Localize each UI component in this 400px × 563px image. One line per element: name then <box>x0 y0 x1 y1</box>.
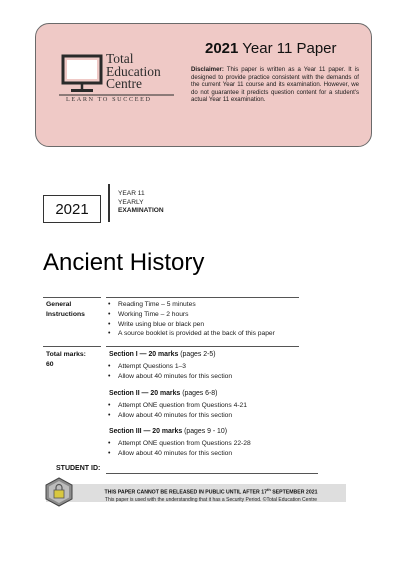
paper-year: 2021 <box>205 40 239 57</box>
disclaimer-label: Disclaimer: <box>191 66 224 73</box>
list-item-text: A source booklet is provided at the back of this paper <box>118 330 275 338</box>
logo-line-2: Education <box>106 63 161 79</box>
section-1-pages: (pages 2-5) <box>180 351 216 358</box>
section-3-dash: — <box>141 428 153 435</box>
security-lock-icon <box>44 477 74 507</box>
footer-security-notice: This paper is used with the understanding that it has a Security Period. ©Total Education Centre <box>104 496 318 503</box>
exam-info-line3: EXAMINATION <box>118 207 164 215</box>
subject-title: Ancient History <box>43 249 205 276</box>
logo-tagline: LEARN TO SUCCEED <box>66 96 152 103</box>
section-2-name: Section II <box>109 390 140 397</box>
list-item <box>108 362 232 372</box>
list-item-text: Working Time – 2 hours <box>118 310 189 318</box>
section-1-name: Section I <box>109 351 138 358</box>
section-3-heading <box>109 428 227 435</box>
section-2-marks: 20 marks <box>150 390 181 397</box>
section-3-marks: 20 marks <box>152 428 183 435</box>
general-instructions-label-line2: Instructions <box>46 311 85 318</box>
bullet-icon: • <box>108 320 111 328</box>
footer-text <box>80 486 342 504</box>
section-3-name: Section III <box>109 428 142 435</box>
section-1-marks: 20 marks <box>148 351 179 358</box>
footer-release-sup: th <box>266 487 271 492</box>
disclaimer-text: This paper is written as a Year 11 paper. It is designed to provide practice consistent with the demands of the current Year 11 course and its examination. However, we do not guarantee it predicts question content for a student's actual Year 11 examination. <box>191 66 359 104</box>
total-marks-value: 60 <box>46 361 54 368</box>
paper-label: Year 11 Paper <box>242 40 337 57</box>
exam-info <box>118 190 164 216</box>
list-item <box>108 372 233 382</box>
logo-line-1: Total <box>106 51 134 66</box>
list-item <box>108 320 275 330</box>
section-1-heading <box>109 351 216 358</box>
exam-year-box: 2021 <box>43 195 101 223</box>
disclaimer <box>191 66 359 104</box>
bullet-icon: • <box>108 449 111 457</box>
bullet-icon: • <box>108 372 111 380</box>
instructions-label-rule <box>43 297 101 298</box>
general-instructions-list <box>108 300 275 339</box>
section-2-pages: (pages 6-8) <box>182 390 218 397</box>
total-marks-rule <box>106 346 299 347</box>
list-item <box>108 310 275 320</box>
list-item <box>108 300 275 310</box>
general-instructions-label <box>46 300 85 320</box>
logo-line-3: Centre <box>106 76 142 91</box>
list-item <box>108 329 275 339</box>
list-item <box>108 401 247 411</box>
section-2-dash: — <box>139 390 151 397</box>
total-marks-label <box>46 350 86 370</box>
list-item-text: Attempt Questions 1–3 <box>118 363 187 370</box>
paper-title <box>205 40 337 57</box>
list-item-text: Allow about 40 minutes for this section <box>118 411 233 419</box>
bullet-icon: • <box>108 402 111 409</box>
exam-info-line1: YEAR 11 <box>118 190 145 197</box>
list-item-text: Attempt ONE question from Questions 4-21 <box>118 402 247 409</box>
list-item <box>108 439 251 449</box>
bullet-icon: • <box>108 310 111 318</box>
logo-wordmark <box>106 53 161 91</box>
exam-info-line2: YEARLY <box>118 198 144 206</box>
list-item-text: Reading Time – 5 minutes <box>118 301 196 308</box>
total-marks-label-text: Total marks: <box>46 351 86 358</box>
instructions-rule <box>106 297 299 298</box>
bullet-icon: • <box>108 363 111 370</box>
list-item <box>108 449 251 459</box>
bullet-icon: • <box>108 440 111 447</box>
footer-release-notice <box>80 486 342 497</box>
section-3-pages: (pages 9 - 10) <box>184 428 227 435</box>
section-1-list <box>108 362 233 382</box>
footer-release-part2: SEPTEMBER 2021 <box>270 489 318 496</box>
bullet-icon: • <box>108 301 111 308</box>
student-id-label: STUDENT ID: <box>56 465 101 472</box>
general-instructions-label-line1: General <box>46 301 72 308</box>
list-item-text: Allow about 40 minutes for this section <box>118 449 233 457</box>
student-id-field[interactable] <box>106 473 318 474</box>
list-item-text: Attempt ONE question from Questions 22-28 <box>118 440 251 447</box>
total-marks-label-rule <box>43 346 101 347</box>
section-2-heading <box>109 390 217 397</box>
section-3-list <box>108 439 251 459</box>
footer-release-part1: THIS PAPER CANNOT BE RELEASED IN PUBLIC UNTIL AFTER 17 <box>104 489 267 496</box>
list-item <box>108 411 247 421</box>
list-item-text: Allow about 40 minutes for this section <box>118 372 233 380</box>
bullet-icon: • <box>108 411 111 419</box>
bullet-icon: • <box>108 330 111 338</box>
section-1-dash: — <box>137 351 149 358</box>
section-2-list <box>108 401 247 421</box>
list-item-text: Write using blue or black pen <box>118 320 205 328</box>
divider-vertical <box>108 184 110 222</box>
